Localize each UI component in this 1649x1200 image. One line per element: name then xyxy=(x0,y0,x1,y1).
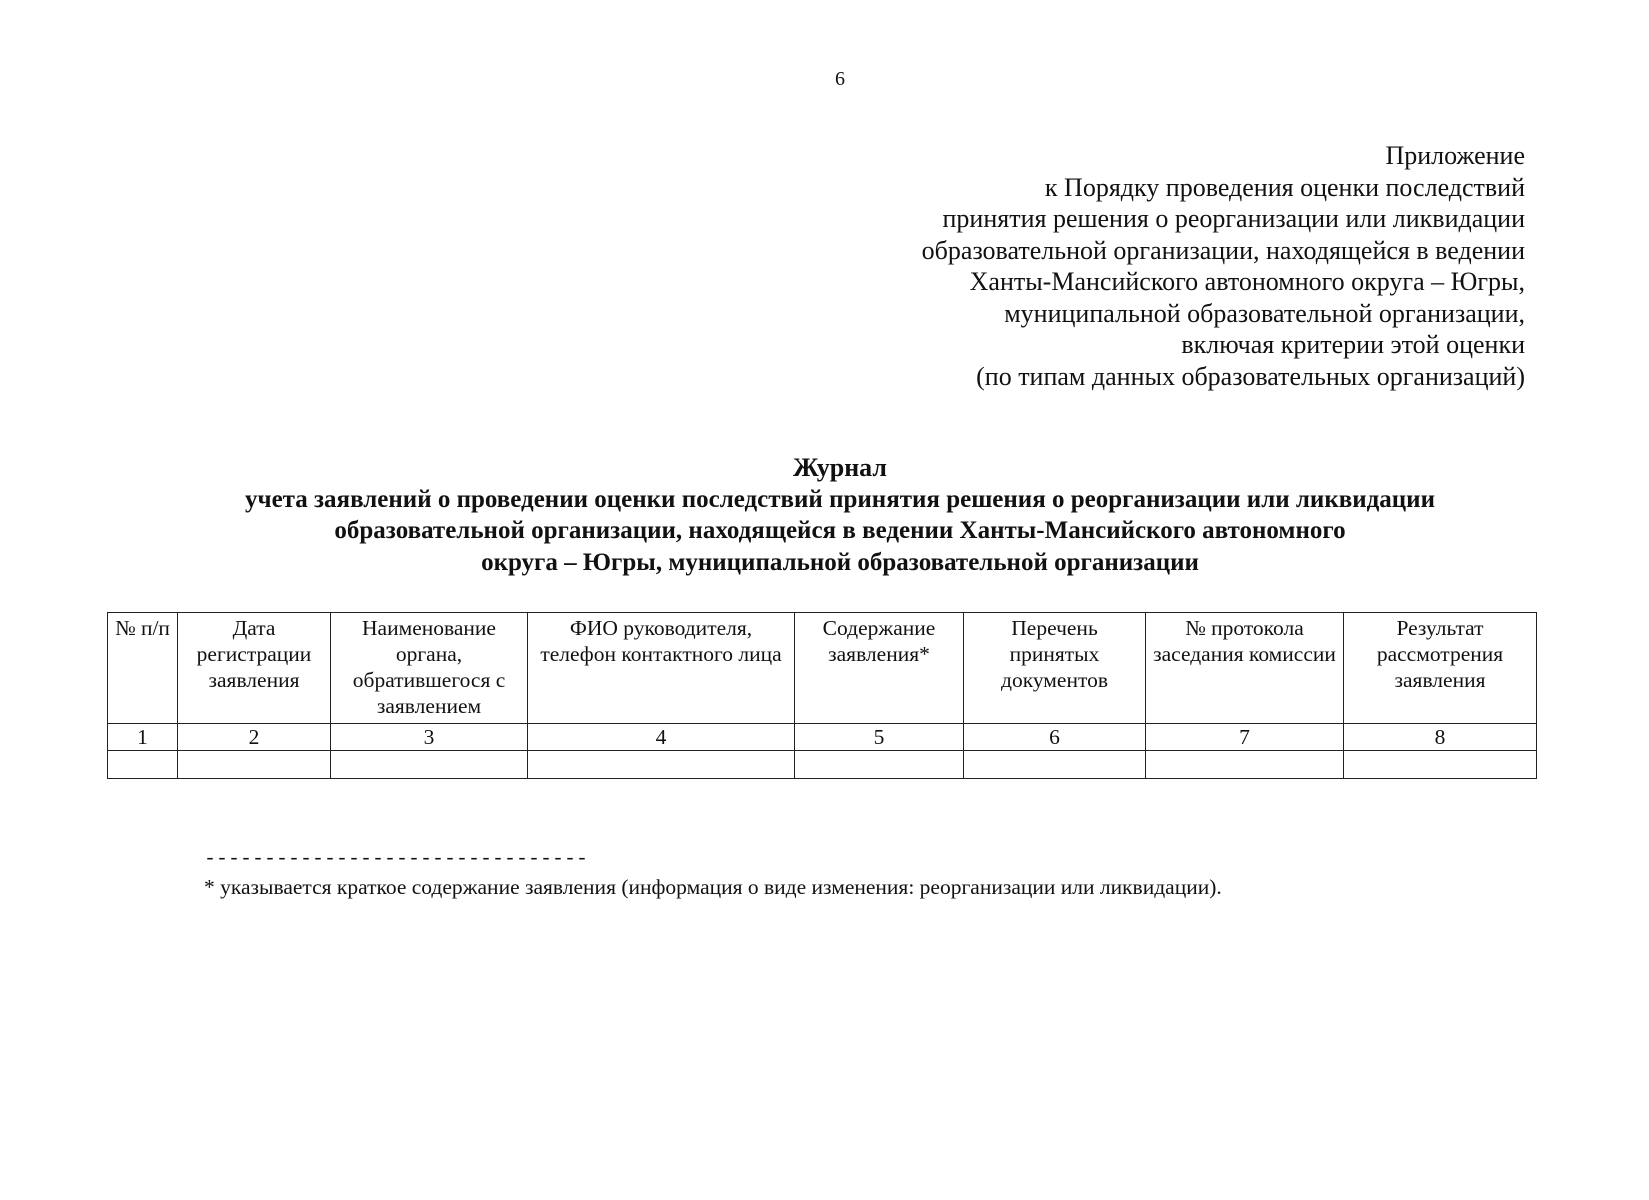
column-header-protocol: № протокола заседания комиссии xyxy=(1146,613,1344,724)
appendix-line: муниципальной образовательной организации, xyxy=(1004,298,1525,328)
appendix-block xyxy=(625,140,1525,392)
column-number-cell: 1 xyxy=(108,724,178,751)
column-number-cell: 7 xyxy=(1146,724,1344,751)
journal-table xyxy=(107,612,1537,779)
column-number-cell: 4 xyxy=(528,724,795,751)
column-number-cell: 6 xyxy=(964,724,1146,751)
footnote-text: * указывается краткое содержание заявления (информация о виде изменения: реорганизации или ликвидации). xyxy=(204,875,1222,899)
column-number-row xyxy=(108,724,1537,751)
column-number-cell: 8 xyxy=(1344,724,1537,751)
appendix-line: Приложение xyxy=(1385,141,1525,170)
appendix-line: принятия решения о реорганизации или ликвидации xyxy=(942,204,1525,233)
appendix-line: Ханты-Мансийского автономного округа – Югры, xyxy=(969,267,1525,296)
appendix-line: (по типам данных образовательных организаций) xyxy=(976,361,1525,391)
footnote-separator: -------------------------------- xyxy=(204,848,589,871)
table-row xyxy=(108,751,1537,779)
column-number-cell: 5 xyxy=(795,724,964,751)
table-cell xyxy=(331,751,528,779)
appendix-line: образовательной организации, находящейся в ведении xyxy=(921,235,1525,265)
table-cell xyxy=(964,751,1146,779)
table-cell xyxy=(178,751,331,779)
appendix-line: включая критерии этой оценки xyxy=(1181,330,1525,359)
column-number-cell: 2 xyxy=(178,724,331,751)
journal-title xyxy=(0,452,1649,578)
journal-title-main: Журнал xyxy=(793,453,887,482)
page-number: 6 xyxy=(835,68,845,90)
table-cell xyxy=(1344,751,1537,779)
table-header-row xyxy=(108,613,1537,724)
table-cell xyxy=(1146,751,1344,779)
journal-title-line: округа – Югры, муниципальной образовательной организации xyxy=(481,548,1199,576)
table-cell xyxy=(528,751,795,779)
table-cell xyxy=(108,751,178,779)
column-header-contact: ФИО руководителя, телефон контактного лица xyxy=(528,613,795,724)
column-header-content: Содержание заявления* xyxy=(795,613,964,724)
appendix-line: к Порядку проведения оценки последствий xyxy=(1044,172,1525,202)
journal-title-line: учета заявлений о проведении оценки последствий принятия решения о реорганизации или ликвидации xyxy=(244,485,1435,513)
journal-title-line: образовательной организации, находящейся в ведении Ханты-Мансийского автономного xyxy=(334,517,1346,544)
column-header-result: Результат рассмотрения заявления xyxy=(1344,613,1537,724)
table-cell xyxy=(795,751,964,779)
column-header-date: Дата регистрации заявления xyxy=(178,613,331,724)
column-header-organ: Наименование органа, обратившегося с заявлением xyxy=(331,613,528,724)
column-header-documents: Перечень принятых документов xyxy=(964,613,1146,724)
column-header-number: № п/п xyxy=(108,613,178,724)
column-number-cell: 3 xyxy=(331,724,528,751)
